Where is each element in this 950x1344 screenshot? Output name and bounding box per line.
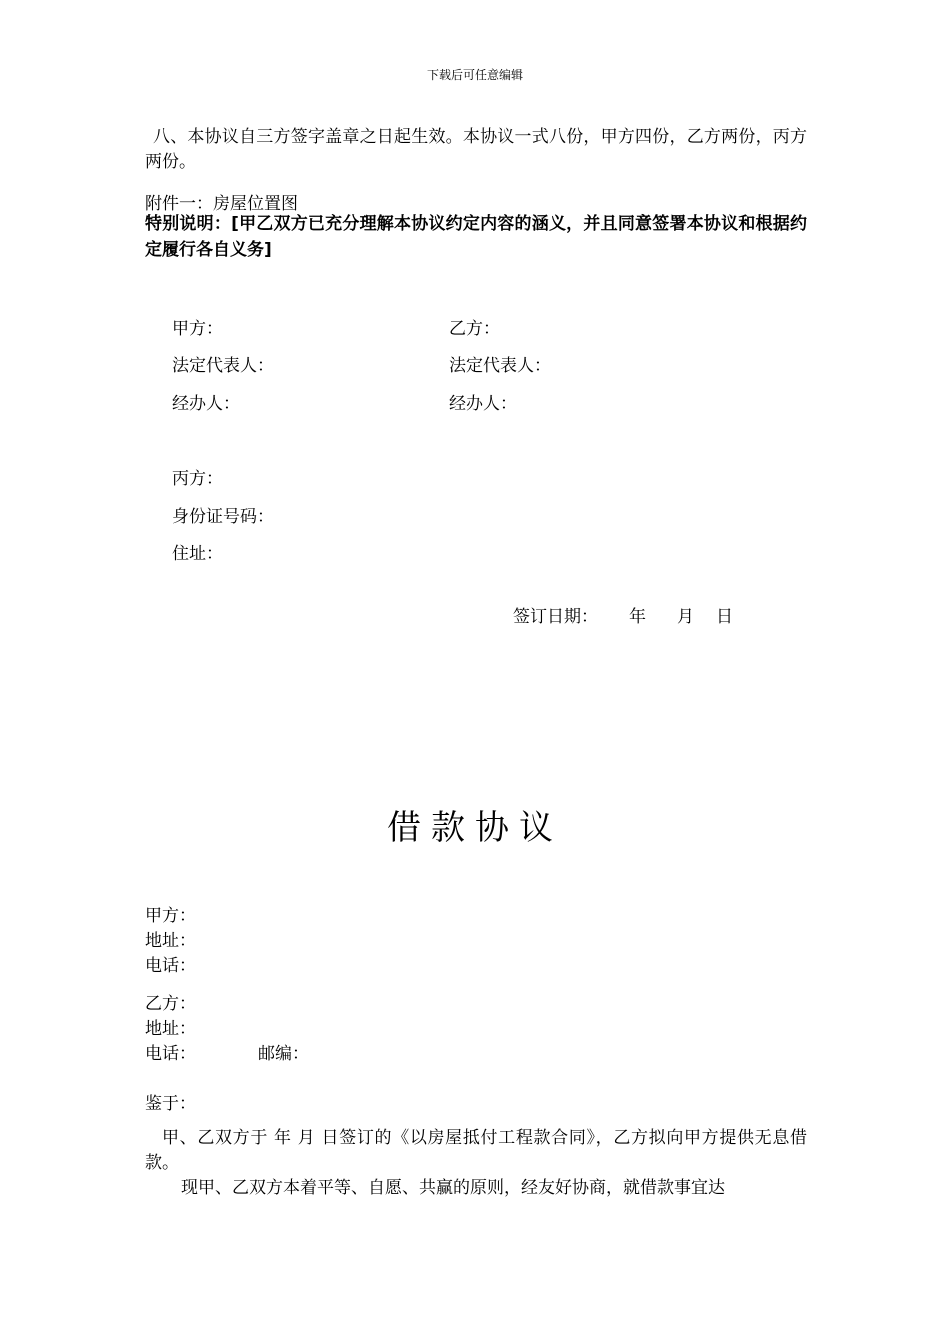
loan-party-a-address-label: 地址： bbox=[145, 931, 196, 951]
loan-paragraph-2: 现甲、乙双方本着平等、自愿、共赢的原则，经友好协商，就借款事宜达 bbox=[181, 1178, 725, 1198]
sign-date-label: 签订日期： bbox=[513, 607, 598, 627]
id-number-label: 身份证号码： bbox=[172, 507, 274, 527]
handler-a-label: 经办人： bbox=[172, 394, 240, 414]
party-a-label: 甲方： bbox=[172, 319, 223, 339]
loan-party-a-phone-label: 电话： bbox=[145, 956, 196, 976]
whereas-label: 鉴于： bbox=[145, 1094, 196, 1114]
loan-party-b-address-label: 地址： bbox=[145, 1019, 196, 1039]
loan-agreement-title: 借款协议 bbox=[387, 808, 563, 848]
clause-8: 八、本协议自三方签字盖章之日起生效。本协议一式八份，甲方四份，乙方两份，丙方两份。 bbox=[145, 127, 807, 172]
loan-party-b-phone-label: 电话： bbox=[145, 1044, 196, 1064]
loan-party-b-label: 乙方： bbox=[145, 994, 196, 1014]
legal-rep-b-label: 法定代表人： bbox=[449, 356, 551, 376]
attachment-line: 附件一：房屋位置图 bbox=[145, 194, 298, 214]
party-c-label: 丙方： bbox=[172, 469, 223, 489]
loan-party-b-postcode-label: 邮编： bbox=[258, 1044, 309, 1064]
loan-party-a-label: 甲方： bbox=[145, 906, 196, 926]
handler-b-label: 经办人： bbox=[449, 394, 517, 414]
sign-date-month: 月 bbox=[677, 607, 694, 627]
sign-date-day: 日 bbox=[716, 607, 733, 627]
page-header-note: 下载后可任意编辑 bbox=[426, 68, 523, 82]
address-label: 住址： bbox=[172, 544, 223, 564]
sign-date-year: 年 bbox=[629, 607, 646, 627]
legal-rep-a-label: 法定代表人： bbox=[172, 356, 274, 376]
loan-paragraph-1: 甲、乙双方于 年 月 日签订的《以房屋抵付工程款合同》，乙方拟向甲方提供无息借款。 bbox=[145, 1128, 807, 1173]
party-b-label: 乙方： bbox=[449, 319, 500, 339]
special-note: 特别说明：[甲乙双方已充分理解本协议约定内容的涵义，并且同意签署本协议和根据约定履行各自义务] bbox=[145, 214, 807, 260]
